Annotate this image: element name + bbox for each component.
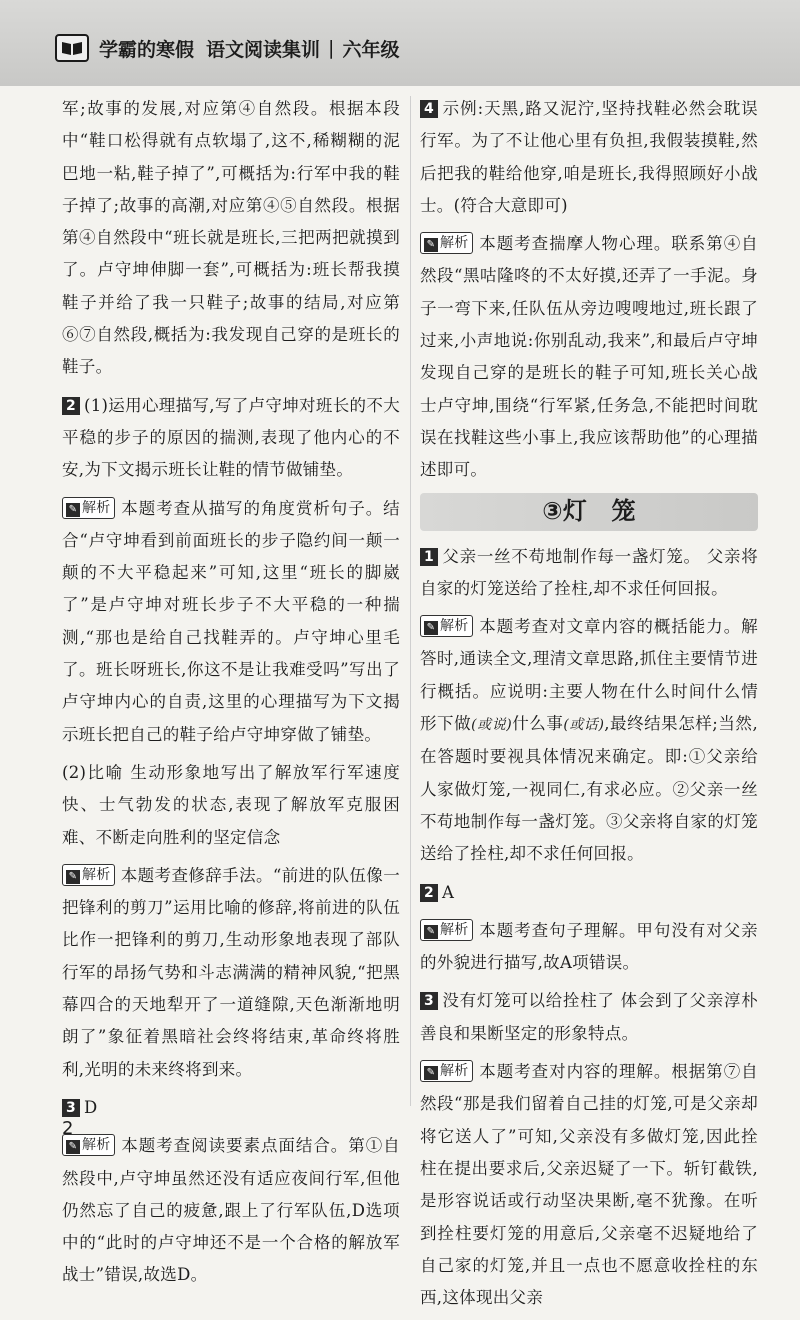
analysis-tag (420, 919, 473, 941)
pen-icon: ✎ (66, 1140, 80, 1154)
column-divider (410, 96, 411, 1106)
question-3-analysis (62, 1130, 400, 1291)
right-column (420, 93, 758, 1320)
question-number-badge: 2 (62, 397, 80, 415)
q4-analysis-text: 本题考查揣摩人物心理。联系第④自然段“黑咕隆咚的不太好摸,还弄了一手泥。身子一弯下来,任队伍从旁边嗖嗖地过,班长跟了过来,小声地说:你别乱动,我来”,和最后卢守坤发现自己穿的是班长的鞋子可知,班长关心战士卢守坤,围绕“行军紧,任务急,不能把时间耽误在找鞋这些小事上,我应该帮助他”的心理描述即可。 (420, 234, 758, 480)
q2-analysis-text: 本题考查从描写的角度赏析句子。结合“卢守坤看到前面班长的步子隐约间一颠一颠的不大平稳起来”可知,这里“班长的脚崴了”是卢守坤对班长步子不大平稳的一种揣测,“那也是给自己找鞋弄的。卢守坤心里毛了。班长呀班长,你这不是让我难受吗”写出了卢守坤内心的自责,这里的心理描写为下文揭示班长把自己的鞋子给卢守坤穿做了铺垫。 (62, 498, 400, 744)
header-series: 学霸的寒假 (99, 38, 195, 61)
question-2-answer-2: (2)比喻 生动形象地写出了解放军行军速度快、士气勃发的状态,表现了解放军克服困难、不断走向胜利的坚定信念 (62, 762, 400, 847)
left-column (62, 93, 400, 1298)
s2-answer-text: A (442, 882, 455, 902)
left-paragraph-1: 军;故事的发展,对应第④自然段。根据本段中“鞋口松得就有点软塌了,这不,稀糊糊的泥巴地一粘,鞋子掉了”,可概括为:行军中我的鞋子掉了;故事的高潮,对应第④⑤自然段。根据第④自然段中“班长就是班长,三把两把就摸到了。卢守坤伸脚一套”,可概括为:班长帮我摸鞋子并给了我一只鞋子;故事的结局,对应第⑥⑦自然段,概括为:我发现自己穿的是班长的鞋子。 (62, 99, 400, 377)
pen-icon: ✎ (424, 238, 438, 252)
analysis-tag-label: 解析 (82, 1137, 111, 1154)
analysis-tag-label: 解析 (440, 618, 469, 635)
header-subject: 语文阅读集训 (206, 38, 321, 61)
analysis-tag-label: 解析 (440, 1063, 469, 1080)
question-4-answer (420, 93, 758, 222)
s1-analysis-note-2: (或话) (563, 717, 605, 734)
q4-answer-text: 示例:天黑,路又泥泞,坚持找鞋必然会耽误行军。为了不让他心里有负担,我假装摸鞋,然后把我的鞋给他穿,咱是班长,我得照顾好小战士。 (420, 99, 758, 215)
s1-analysis-text-c: ,最终结果怎样;当然,在答题时要视具体情况来确定。即:①父亲给人家做灯笼,一视同仁,有求必应。②父亲一丝不苟地制作每一盏灯笼。③父亲将自家的灯笼送给了拴柱,却不求任何回报。 (420, 714, 759, 864)
pen-icon: ✎ (66, 870, 80, 884)
analysis-tag-label: 解析 (440, 921, 469, 938)
header-grade: 六年级 (342, 38, 400, 61)
pen-icon: ✎ (424, 925, 438, 939)
question-4-analysis (420, 228, 758, 486)
s3-analysis-text: 本题考查对内容的理解。根据第⑦自然段“那是我们留着自己挂的灯笼,可是父亲却将它送人了”可知,父亲没有多做灯笼,因此拴柱在提出要求后,父亲迟疑了一下。斩钉截铁,是形容说话或行动坚决果断,毫不犹豫。在听到拴柱要灯笼的用意后,父亲毫不迟疑地给了自己家的灯笼,并且一点也不愿意收拴柱的东西,这体现出父亲 (420, 1062, 758, 1308)
s1-analysis-text-b: 什么事 (512, 714, 564, 734)
q3-answer-text: D (84, 1097, 98, 1117)
q2-analysis2-text: 本题考查修辞手法。“前进的队伍像一把锋利的剪刀”运用比喻的修辞,将前进的队伍比作一把锋利的剪刀,生动形象地表现了部队行军的昂扬气势和斗志满满的精神风貌,“把黑幕四合的天地犁开了一道缝隙,天色渐渐地明朗了”象征着黑暗社会终将结束,革命终将胜利,光明的未来终将到来。 (62, 865, 400, 1079)
pen-icon: ✎ (424, 621, 438, 635)
section-q1-answer (420, 541, 758, 606)
q3-analysis-text: 本题考查阅读要素点面结合。第①自然段中,卢守坤虽然还没有适应夜间行军,但他仍然忘了自己的疲惫,跟上了行军队伍,D选项中的“此时的卢守坤还不是一个合格的解放军战士”错误,故选D。 (62, 1136, 400, 1285)
header-separator: | (328, 37, 335, 59)
page-header (0, 0, 800, 86)
s2-analysis-text: 本题考查句子理解。甲句没有对父亲的外貌进行描写,故A项错误。 (420, 920, 758, 973)
s1-answer-text: 父亲一丝不苟地制作每一盏灯笼。 父亲将自家的灯笼送给了拴柱,却不求任何回报。 (420, 546, 758, 598)
s1-analysis-text-a: 本题考查对文章内容的概括能力。解答时,通读全文,理清文章思路,抓住主要情节进行概括。应说明:主要人物在什么时间什么情形下做 (420, 617, 758, 734)
section-q2-analysis (420, 915, 758, 980)
analysis-tag-label: 解析 (82, 499, 111, 516)
analysis-tag-label: 解析 (82, 866, 111, 883)
question-number-badge: 3 (62, 1099, 80, 1117)
s3-answer-text: 没有灯笼可以给拴柱了 体会到了父亲淳朴善良和果断坚定的形象特点。 (420, 991, 758, 1043)
pen-icon: ✎ (66, 503, 80, 517)
q4-note: (符合大意即可) (453, 195, 568, 215)
analysis-tag (62, 497, 115, 519)
question-number-badge: 2 (420, 884, 438, 902)
q2-answer-text: (1)运用心理描写,写了卢守坤对班长的不大平稳的步子的原因的揣测,表现了他内心的不安,为下文揭示班长让鞋的情节做铺垫。 (62, 395, 400, 480)
pen-icon: ✎ (424, 1066, 438, 1080)
section-title: ③灯 笼 (420, 493, 758, 531)
question-number-badge: 3 (420, 992, 438, 1010)
book-icon (55, 34, 89, 62)
page-number: 2 (62, 1118, 74, 1139)
question-2-answer (62, 390, 400, 487)
section-q3-answer (420, 985, 758, 1050)
analysis-tag (420, 1060, 473, 1082)
section-q1-analysis (420, 611, 758, 870)
analysis-tag (420, 615, 473, 637)
header-title (55, 28, 399, 68)
question-number-badge: 1 (420, 548, 438, 566)
s1-analysis-note-1: (或说) (471, 717, 512, 734)
analysis-tag (62, 864, 115, 886)
analysis-tag-label: 解析 (440, 235, 469, 252)
question-number-badge: 4 (420, 100, 438, 118)
question-3-answer (62, 1092, 400, 1124)
section-q3-analysis (420, 1056, 758, 1314)
section-q2-answer (420, 877, 758, 909)
question-2-analysis (62, 493, 400, 751)
question-2-analysis-2 (62, 860, 400, 1086)
analysis-tag (420, 232, 473, 254)
